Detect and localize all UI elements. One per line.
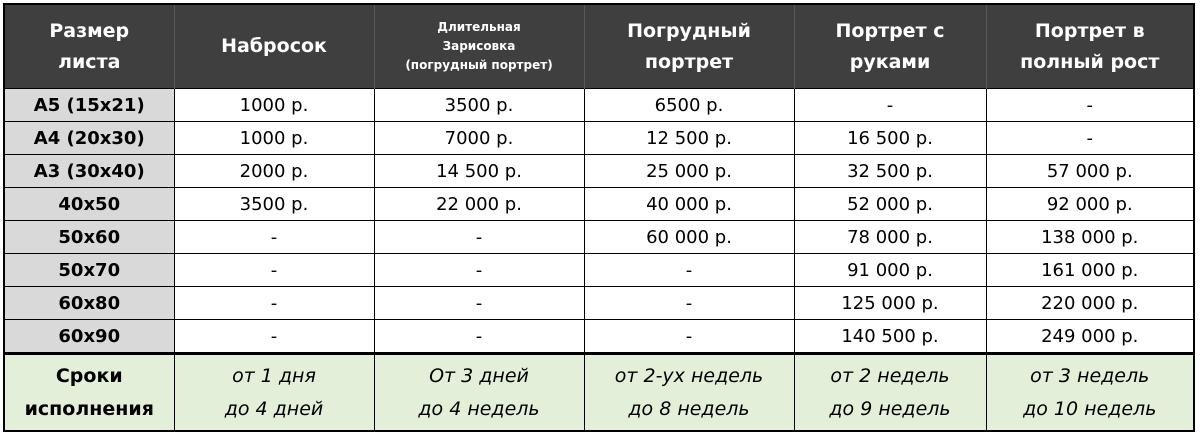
terms-cell: [986, 354, 1194, 431]
price-cell: -: [584, 320, 794, 354]
size-cell: 50х70: [4, 254, 174, 287]
header-full-length-portrait: [986, 4, 1194, 89]
price-cell: 140 500 р.: [794, 320, 986, 354]
price-cell: -: [174, 287, 374, 320]
header-line: руками: [849, 50, 931, 73]
terms-cell: [374, 354, 584, 431]
terms-label-line: Сроки: [55, 364, 123, 387]
table-row: [4, 221, 1194, 254]
terms-cell: [584, 354, 794, 431]
price-cell: 2000 р.: [174, 155, 374, 188]
terms-line: от 1 дня: [232, 364, 316, 387]
price-cell: 32 500 р.: [794, 155, 986, 188]
terms-row: [4, 354, 1194, 431]
price-cell: 1000 р.: [174, 122, 374, 155]
header-line: листа: [58, 50, 121, 73]
price-cell: -: [986, 89, 1194, 122]
header-line: Набросок: [221, 35, 327, 57]
price-cell: -: [374, 254, 584, 287]
size-cell: 50х60: [4, 221, 174, 254]
price-cell: 161 000 р.: [986, 254, 1194, 287]
size-cell: 40х50: [4, 188, 174, 221]
price-cell: 249 000 р.: [986, 320, 1194, 354]
size-cell: 60х90: [4, 320, 174, 354]
table-row: [4, 287, 1194, 320]
table-row: [4, 89, 1194, 122]
terms-line: до 10 недель: [1023, 397, 1157, 420]
price-cell: -: [584, 287, 794, 320]
terms-label: [4, 354, 174, 431]
header-line: Размер: [49, 19, 130, 42]
price-cell: 16 500 р.: [794, 122, 986, 155]
price-cell: 14 500 р.: [374, 155, 584, 188]
table-row: [4, 155, 1194, 188]
price-cell: 60 000 р.: [584, 221, 794, 254]
price-cell: 1000 р.: [174, 89, 374, 122]
price-cell: -: [584, 254, 794, 287]
header-bust-portrait: [584, 4, 794, 89]
size-cell: А5 (15х21): [4, 89, 174, 122]
terms-cell: [794, 354, 986, 431]
header-long-sketch: [374, 4, 584, 89]
price-cell: -: [794, 89, 986, 122]
header-line: Длительная: [437, 20, 521, 34]
header-size: [4, 4, 174, 89]
terms-label-line: исполнения: [24, 397, 154, 420]
header-line: Портрет с: [835, 19, 945, 42]
price-cell: -: [174, 320, 374, 354]
terms-line: до 4 дней: [224, 397, 324, 420]
price-cell: 78 000 р.: [794, 221, 986, 254]
table-row: [4, 320, 1194, 354]
price-cell: -: [374, 287, 584, 320]
header-line: Погрудный: [627, 19, 751, 42]
price-cell: 6500 р.: [584, 89, 794, 122]
terms-line: От 3 дней: [429, 364, 529, 387]
price-table: [3, 3, 1195, 432]
price-cell: 220 000 р.: [986, 287, 1194, 320]
price-cell: -: [174, 254, 374, 287]
table-row: [4, 122, 1194, 155]
terms-line: до 4 недель: [418, 397, 540, 420]
size-cell: 60х80: [4, 287, 174, 320]
terms-line: от 2-ух недель: [614, 364, 764, 387]
header-portrait-with-hands: [794, 4, 986, 89]
terms-cell: [174, 354, 374, 431]
price-cell: -: [374, 320, 584, 354]
price-cell: 3500 р.: [174, 188, 374, 221]
header-line: полный рост: [1020, 50, 1160, 73]
price-cell: -: [986, 122, 1194, 155]
header-line: портрет: [644, 50, 734, 73]
price-cell: 52 000 р.: [794, 188, 986, 221]
price-cell: 57 000 р.: [986, 155, 1194, 188]
price-cell: 12 500 р.: [584, 122, 794, 155]
price-cell: 92 000 р.: [986, 188, 1194, 221]
price-cell: 91 000 р.: [794, 254, 986, 287]
header-line: Портрет в: [1034, 19, 1145, 42]
price-cell: -: [374, 221, 584, 254]
terms-line: от 3 недель: [1030, 364, 1150, 387]
price-cell: 7000 р.: [374, 122, 584, 155]
price-cell: 125 000 р.: [794, 287, 986, 320]
size-cell: А3 (30х40): [4, 155, 174, 188]
size-cell: А4 (20х30): [4, 122, 174, 155]
terms-line: от 2 недель: [830, 364, 950, 387]
terms-line: до 8 недель: [628, 397, 750, 420]
price-cell: 22 000 р.: [374, 188, 584, 221]
terms-line: до 9 недель: [829, 397, 951, 420]
header-sketch: [174, 4, 374, 89]
table-row: [4, 254, 1194, 287]
header-line: (погрудный портрет): [405, 58, 553, 72]
header-line: Зарисовка: [442, 39, 516, 53]
price-cell: 3500 р.: [374, 89, 584, 122]
price-cell: 138 000 р.: [986, 221, 1194, 254]
price-cell: -: [174, 221, 374, 254]
header-row: [4, 4, 1194, 89]
price-cell: 25 000 р.: [584, 155, 794, 188]
price-cell: 40 000 р.: [584, 188, 794, 221]
table-row: [4, 188, 1194, 221]
